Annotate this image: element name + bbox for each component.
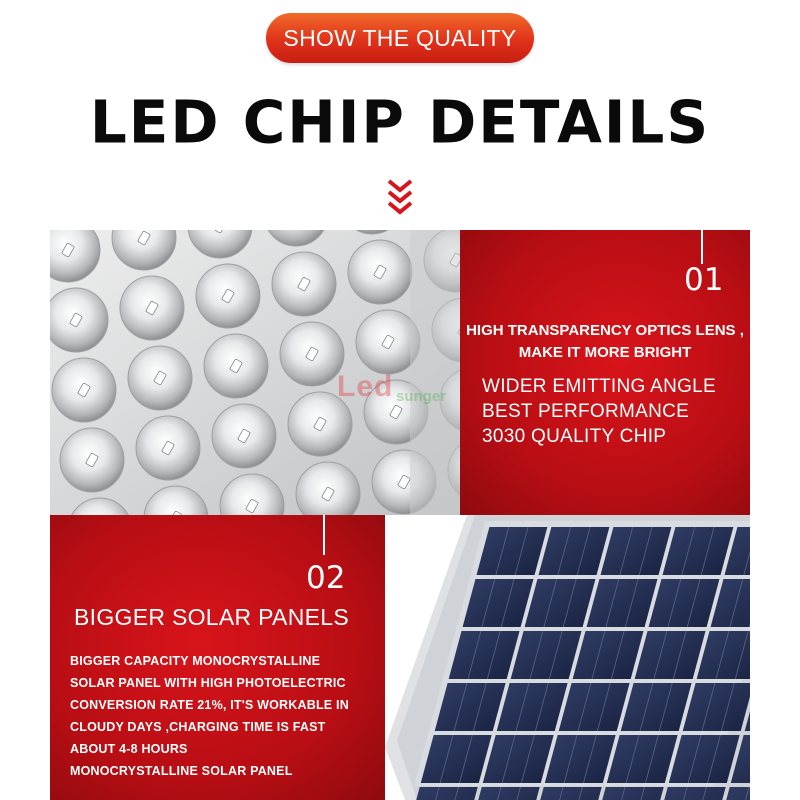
feature-01-heading-line: HIGH TRANSPARENCY OPTICS LENS ,	[466, 322, 744, 339]
feature-01-heading	[460, 320, 750, 364]
watermark-sub: sunger	[396, 388, 447, 405]
feature-02-description-line: ABOUT 4-8 HOURS	[70, 742, 188, 756]
divider-line	[323, 515, 325, 555]
feature-02-heading: BIGGER SOLAR PANELS	[74, 604, 349, 630]
led-lens-array-image	[50, 230, 460, 515]
show-quality-badge	[266, 13, 534, 63]
watermark-brand: Led	[337, 370, 394, 403]
feature-01-panel	[460, 230, 750, 515]
solar-panel-photo	[385, 515, 750, 800]
feature-01-heading-line: MAKE IT MORE BRIGHT	[518, 344, 692, 361]
badge-label: SHOW THE QUALITY	[283, 24, 517, 51]
feature-01-bullet: 3030 QUALITY CHIP	[482, 426, 667, 447]
feature-02-description-line: MONOCRYSTALLINE SOLAR PANEL	[70, 764, 293, 778]
feature-01-bullet: BEST PERFORMANCE	[482, 401, 690, 422]
feature-02-description-line: BIGGER CAPACITY MONOCRYSTALLINE	[70, 654, 321, 668]
feature-01-bullet: WIDER EMITTING ANGLE	[482, 376, 717, 397]
feature-02-number: 02	[306, 560, 346, 596]
feature-01-bullets	[482, 374, 716, 449]
feature-02-panel	[50, 515, 385, 800]
page-title: LED CHIP DETAILS	[89, 87, 711, 157]
feature-02-description-line: CONVERSION RATE 21%, IT'S WORKABLE IN	[70, 698, 349, 712]
divider-line	[701, 230, 703, 264]
feature-02-description	[70, 650, 349, 782]
feature-02-description-line: CLOUDY DAYS ,CHARGING TIME IS FAST	[70, 720, 326, 734]
feature-02-description-line: SOLAR PANEL WITH HIGH PHOTOELECTRIC	[70, 676, 346, 690]
chevron-down-icon	[386, 178, 414, 218]
led-lens-photo	[50, 230, 460, 515]
solar-panel-image	[385, 515, 750, 800]
feature-01-number: 01	[684, 262, 724, 298]
